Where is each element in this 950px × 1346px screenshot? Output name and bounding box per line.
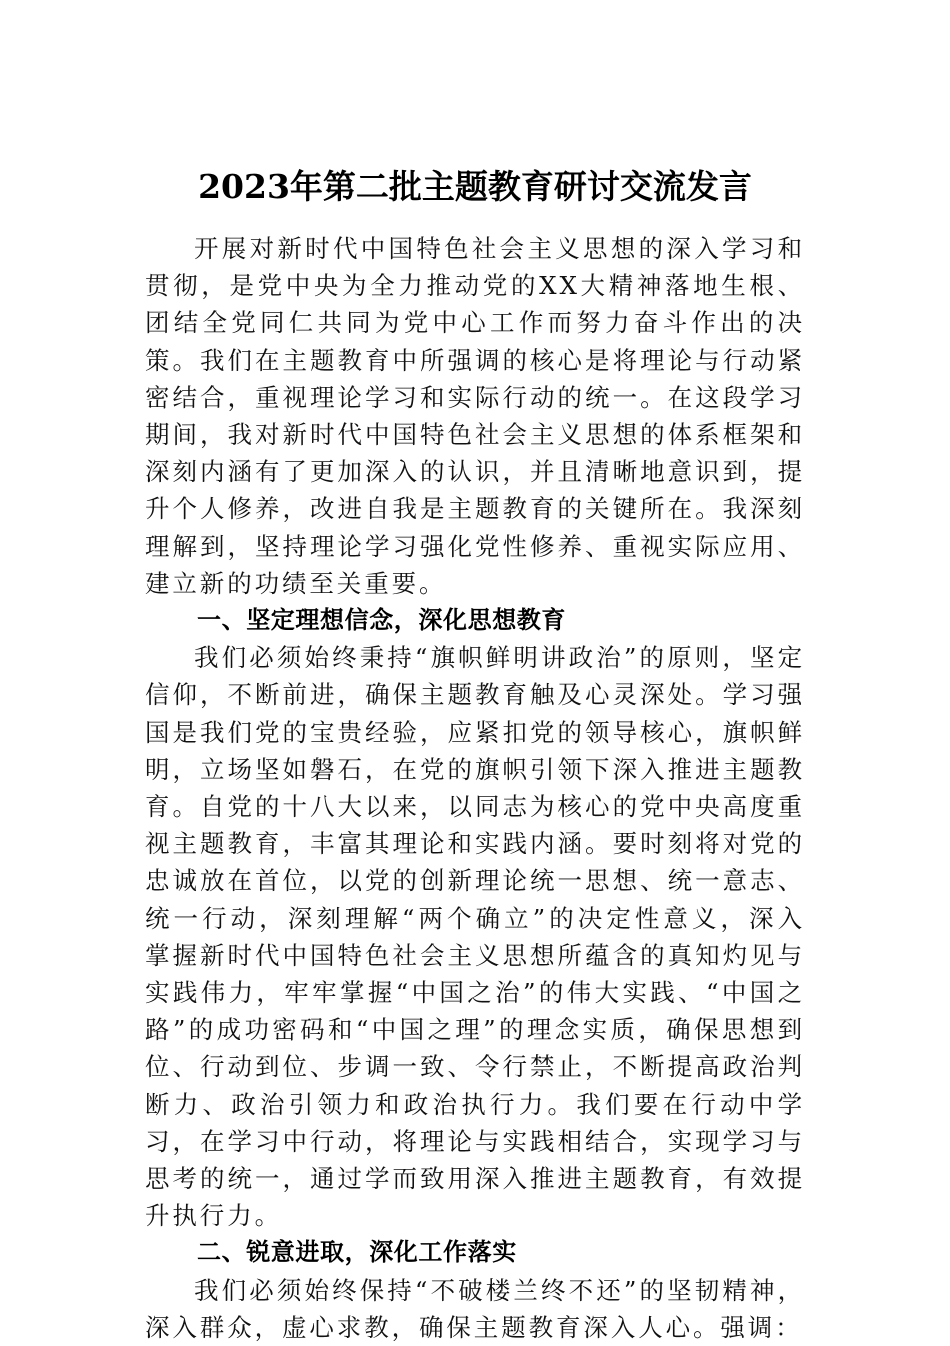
section-heading-2: 二、锐意进取，深化工作落实	[197, 1238, 517, 1267]
section-2-paragraph: 我们必须始终保持“不破楼兰终不还”的坚韧精神，深入群众，虚心求教，确保主题教育深入人心。强调：	[145, 1275, 805, 1342]
document-title: 2023年第二批主题教育研讨交流发言	[198, 167, 752, 206]
intro-paragraph: 开展对新时代中国特色社会主义思想的深入学习和贯彻，是党中央为全力推动党的XX大精神落地生根、团结全党同仁共同为党中心工作而努力奋斗作出的决策。我们在主题教育中所强调的核心是将理论与行动紧密结合，重视理论学习和实际行动的统一。在这段学习期间，我对新时代中国特色社会主义思想的体系框架和深刻内涵有了更加深入的认识，并且清晰地意识到，提升个人修养，改进自我是主题教育的关键所在。我深刻理解到，坚持理论学习强化党性修养、重视实际应用、建立新的功绩至关重要。	[145, 234, 805, 598]
section-1-paragraph: 我们必须始终秉持“旗帜鲜明讲政治”的原则，坚定信仰，不断前进，确保主题教育触及心灵深处。学习强国是我们党的宝贵经验，应紧扣党的领导核心，旗帜鲜明，立场坚如磐石，在党的旗帜引领下深入推进主题教育。自党的十八大以来，以同志为核心的党中央高度重视主题教育，丰富其理论和实践内涵。要时刻将对党的忠诚放在首位，以党的创新理论统一思想、统一意志、统一行动，深刻理解“两个确立”的决定性意义，深入掌握新时代中国特色社会主义思想所蕴含的真知灼见与实践伟力，牢牢掌握“中国之治”的伟大实践、“中国之路”的成功密码和“中国之理”的理念实质，确保思想到位、行动到位、步调一致、令行禁止，不断提高政治判断力、政治引领力和政治执行力。我们要在行动中学习，在学习中行动，将理论与实践相结合，实现学习与思考的统一，通过学而致用深入推进主题教育，有效提升执行力。	[145, 643, 805, 1231]
section-heading-1: 一、坚定理想信念，深化思想教育	[197, 606, 566, 635]
document-body	[145, 230, 805, 1346]
